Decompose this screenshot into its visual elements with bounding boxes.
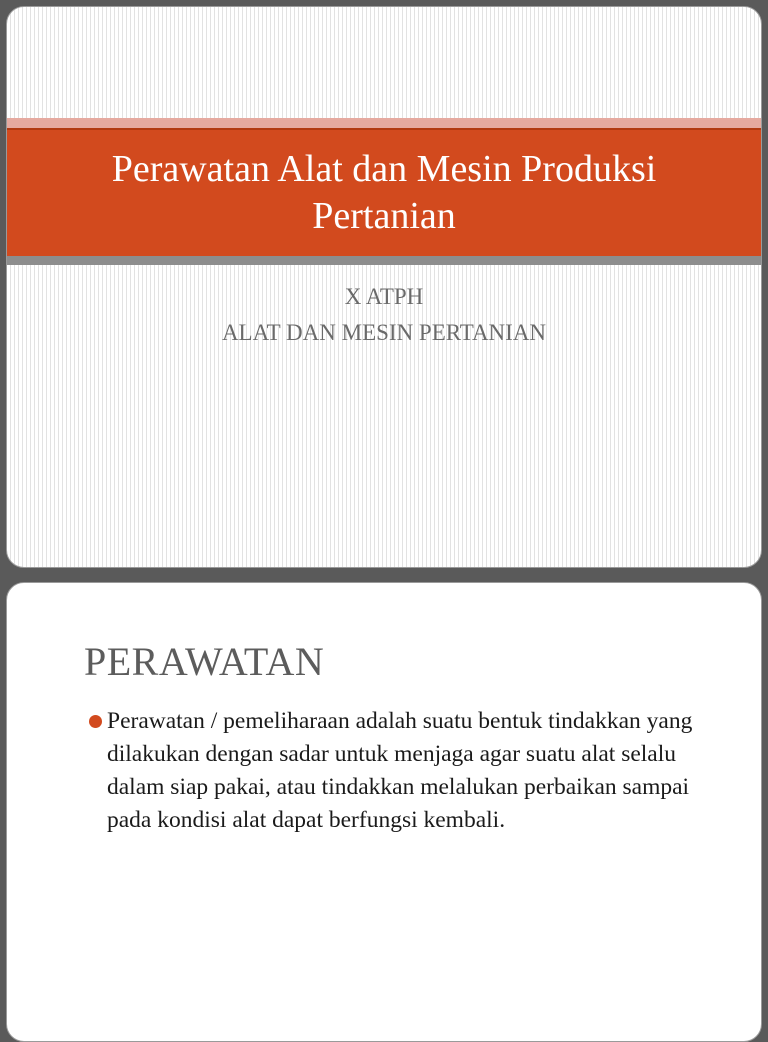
bullet-text: Perawatan / pemeliharaan adalah suatu bentuk tindakkan yang dilakukan dengan sadar untuk menjaga agar suatu alat selalu dalam siap pakai, atau tindakkan melalukan perbaikan sampai pada kondisi alat dapat berfungsi kembali.	[107, 708, 693, 833]
title-band	[7, 128, 761, 256]
slide-title: Perawatan Alat dan Mesin Produksi Pertanian	[111, 148, 657, 237]
bullet-dot-icon	[89, 715, 102, 728]
subtitle-line-class: X ATPH	[344, 284, 424, 309]
subtitle-line-subject: ALAT DAN MESIN PERTANIAN	[221, 320, 547, 345]
content-slide[interactable]	[6, 582, 762, 1042]
bullet-item	[89, 705, 729, 837]
title-band-accent-stripe	[7, 118, 761, 128]
title-band-gray-stripe	[7, 256, 761, 265]
title-slide[interactable]	[6, 6, 762, 568]
slide-heading: PERAWATAN	[84, 639, 325, 684]
slide-subtitle	[7, 279, 761, 351]
